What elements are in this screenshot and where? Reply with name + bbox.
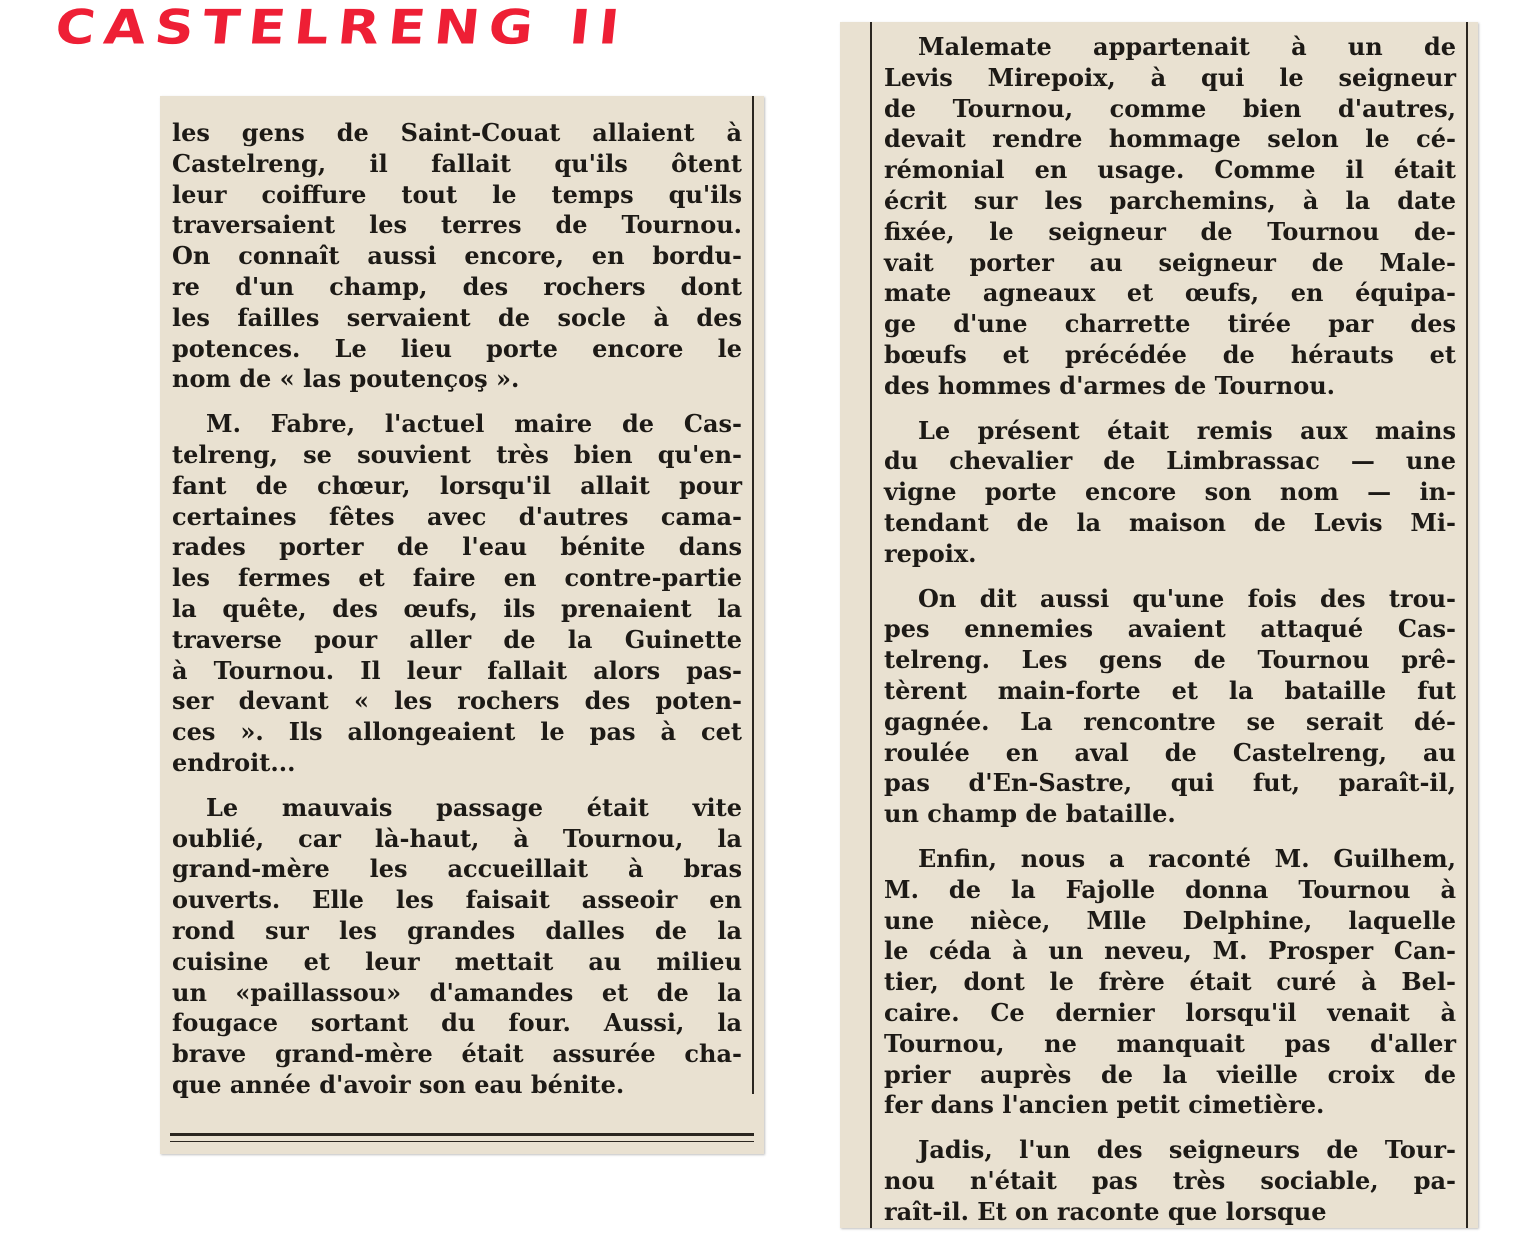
text-line: bœufs et précédée de hérauts et bbox=[884, 339, 1456, 369]
text-line: Le présent était remis aux mains bbox=[918, 415, 1456, 445]
text-line: ces ». Ils allongeaient le pas à cet bbox=[172, 717, 742, 747]
text-line: raît-il. Et on raconte que lorsque bbox=[884, 1196, 1327, 1226]
text-line: les fermes et faire en contre-partie bbox=[172, 563, 742, 593]
text-line: ge d'une charrette tirée par des bbox=[884, 309, 1456, 339]
text-line: traverse pour aller de la Guinette bbox=[172, 624, 742, 654]
text-line: Castelreng, il fallait qu'ils ôtent bbox=[172, 148, 742, 178]
text-line: un champ de bataille. bbox=[884, 799, 1176, 829]
text-line: re d'un champ, des rochers dont bbox=[172, 271, 742, 301]
text-line: devait rendre hommage selon le cé- bbox=[884, 124, 1456, 154]
text-line: roulée en aval de Castelreng, au bbox=[884, 737, 1456, 767]
text-line: rond sur les grandes dalles de la bbox=[172, 915, 742, 945]
text-line: les failles servaient de socle à des bbox=[172, 302, 742, 332]
text-line: écrit sur les parchemins, à la date bbox=[884, 185, 1456, 215]
text-line: fer dans l'ancien petit cimetière. bbox=[884, 1090, 1325, 1120]
text-line: brave grand-mère était assurée cha- bbox=[172, 1039, 742, 1069]
text-line: Enfin, nous a raconté M. Guilhem, bbox=[918, 843, 1456, 873]
text-line: fougace sortant du four. Aussi, la bbox=[172, 1008, 742, 1038]
paragraph bbox=[884, 1135, 1456, 1227]
text-line: du chevalier de Limbrassac — une bbox=[884, 446, 1456, 476]
text-line: le céda à un neveu, M. Prosper Can- bbox=[884, 936, 1456, 966]
text-line: fixée, le seigneur de Tournou de- bbox=[884, 216, 1456, 246]
text-line: endroit... bbox=[172, 747, 296, 777]
text-line: Jadis, l'un des seigneurs de Tour- bbox=[918, 1135, 1456, 1165]
text-line: ser devant « les rochers des poten- bbox=[172, 686, 742, 716]
text-line: ouverts. Elle les faisait asseoir en bbox=[172, 885, 742, 915]
text-line: fant de chœur, lorsqu'il allait pour bbox=[172, 470, 742, 500]
bottom-rule bbox=[170, 1133, 754, 1136]
paragraph bbox=[172, 793, 742, 1101]
column-rule-right bbox=[752, 96, 754, 1094]
paragraph bbox=[884, 416, 1456, 570]
text-line: des hommes d'armes de Tournou. bbox=[884, 370, 1336, 400]
text-line: grand-mère les accueillait à bras bbox=[172, 854, 742, 884]
text-line: gagnée. La rencontre se serait dé- bbox=[884, 706, 1456, 736]
text-line: cuisine et leur mettait au milieu bbox=[172, 946, 742, 976]
text-line: tier, dont le frère était curé à Bel- bbox=[884, 967, 1456, 997]
paragraph bbox=[884, 584, 1456, 830]
column-rule-right bbox=[1466, 22, 1468, 1228]
text-line: rades porter de l'eau bénite dans bbox=[172, 532, 742, 562]
paragraph bbox=[172, 118, 742, 395]
text-line: Tournou, ne manquait pas d'aller bbox=[884, 1028, 1456, 1058]
text-line: On dit aussi qu'une fois des trou- bbox=[918, 583, 1456, 613]
handwritten-title: CASTELRENG II bbox=[52, 0, 631, 56]
text-line: telreng. Les gens de Tournou prê- bbox=[884, 645, 1456, 675]
text-line: la quête, des œufs, ils prenaient la bbox=[172, 593, 742, 623]
text-line: telreng, se souvient très bien qu'en- bbox=[172, 439, 742, 469]
text-line: vait porter au seigneur de Male- bbox=[884, 247, 1456, 277]
text-line: M. de la Fajolle donna Tournou à bbox=[884, 874, 1456, 904]
text-line: rémonial en usage. Comme il était bbox=[884, 155, 1456, 185]
text-line: mate agneaux et œufs, en équipa- bbox=[884, 278, 1456, 308]
text-line: On connaît aussi encore, en bordu- bbox=[172, 241, 742, 271]
column-rule-left bbox=[870, 22, 872, 1228]
article-column-left bbox=[172, 118, 742, 1101]
text-line: potences. Le lieu porte encore le bbox=[172, 333, 742, 363]
paragraph bbox=[172, 409, 742, 779]
text-line: tèrent main-forte et la bataille fut bbox=[884, 675, 1456, 705]
text-line: à Tournou. Il leur fallait alors pas- bbox=[172, 655, 742, 685]
text-line: nou n'était pas très sociable, pa- bbox=[884, 1165, 1456, 1195]
text-line: traversaient les terres de Tournou. bbox=[172, 210, 742, 240]
text-line: Malemate appartenait à un de bbox=[918, 32, 1456, 61]
paragraph bbox=[884, 844, 1456, 1121]
text-line: certaines fêtes avec d'autres cama- bbox=[172, 501, 742, 531]
text-line: pes ennemies avaient attaqué Cas- bbox=[884, 614, 1456, 644]
text-line: de Tournou, comme bien d'autres, bbox=[884, 93, 1456, 123]
text-line: vigne porte encore son nom — in- bbox=[884, 477, 1456, 507]
article-column-right bbox=[884, 32, 1456, 1227]
text-line: une nièce, Mlle Delphine, laquelle bbox=[884, 905, 1456, 935]
text-line: Le mauvais passage était vite bbox=[206, 792, 742, 822]
paragraph bbox=[884, 32, 1456, 402]
newspaper-clipping-left bbox=[160, 96, 764, 1154]
text-line: que année d'avoir son eau bénite. bbox=[172, 1069, 625, 1099]
text-line: caire. Ce dernier lorsqu'il venait à bbox=[884, 997, 1456, 1027]
text-line: leur coiffure tout le temps qu'ils bbox=[172, 179, 742, 209]
text-line: oublié, car là-haut, à Tournou, la bbox=[172, 823, 742, 853]
text-line: prier auprès de la vieille croix de bbox=[884, 1059, 1456, 1089]
text-line: Levis Mirepoix, à qui le seigneur bbox=[884, 62, 1456, 92]
text-line: repoix. bbox=[884, 538, 977, 568]
text-line: pas d'En-Sastre, qui fut, paraît-il, bbox=[884, 768, 1456, 798]
bottom-rule-thin bbox=[170, 1141, 754, 1142]
text-line: M. Fabre, l'actuel maire de Cas- bbox=[206, 409, 742, 439]
newspaper-clipping-right bbox=[840, 22, 1478, 1228]
text-line: tendant de la maison de Levis Mi- bbox=[884, 507, 1456, 537]
text-line: les gens de Saint-Couat allaient à bbox=[172, 118, 742, 147]
text-line: un «paillassou» d'amandes et de la bbox=[172, 977, 742, 1007]
text-line: nom de « las poutençoş ». bbox=[172, 364, 520, 394]
